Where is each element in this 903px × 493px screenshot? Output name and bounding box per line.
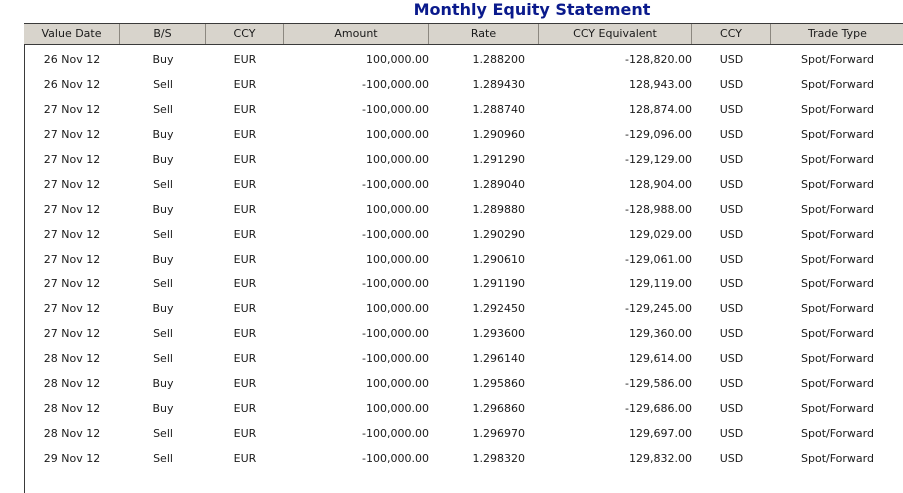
cell-trade-type: Spot/Forward (801, 177, 874, 191)
cell-rate: 1.295860 (472, 377, 525, 391)
cell-buy-sell: Sell (153, 277, 173, 291)
table-row[interactable] (24, 347, 903, 372)
cell-value-date: 29 Nov 12 (43, 451, 101, 465)
cell-amount: -100,000.00 (362, 103, 429, 117)
cell-ccy-equivalent: 128,943.00 (629, 78, 692, 92)
column-header-rate[interactable]: Rate (429, 24, 539, 44)
cell-ccy: EUR (233, 78, 257, 92)
cell-rate: 1.291290 (472, 153, 525, 166)
cell-amount: 100,000.00 (366, 202, 429, 216)
cell-buy-sell: Sell (153, 103, 173, 117)
table-row[interactable] (24, 297, 903, 322)
cell-rate: 1.291190 (472, 277, 525, 291)
cell-rate: 1.296140 (472, 352, 525, 366)
table-row[interactable] (24, 396, 903, 421)
cell-amount: -100,000.00 (362, 352, 429, 366)
cell-buy-sell: Buy (152, 252, 174, 266)
cell-value-date: 27 Nov 12 (43, 327, 101, 341)
cell-value-date: 28 Nov 12 (43, 426, 101, 440)
cell-trade-type: Spot/Forward (801, 302, 874, 316)
cell-ccy: EUR (233, 352, 257, 366)
table-row[interactable] (24, 222, 903, 247)
cell-value-date: 27 Nov 12 (43, 277, 101, 291)
cell-ccy: EUR (233, 153, 257, 166)
cell-trade-type: Spot/Forward (801, 78, 874, 92)
cell-value-date: 27 Nov 12 (43, 202, 101, 216)
cell-ccy-2: USD (719, 327, 744, 341)
table-header (24, 23, 903, 45)
cell-value-date: 27 Nov 12 (43, 252, 101, 266)
table-row[interactable] (24, 197, 903, 222)
cell-ccy: EUR (233, 252, 257, 266)
cell-amount: 100,000.00 (366, 53, 429, 67)
cell-ccy: EUR (233, 53, 257, 67)
cell-ccy-equivalent: -128,988.00 (625, 202, 692, 216)
cell-rate: 1.289430 (472, 78, 525, 92)
column-header-ccy-2[interactable]: CCY (692, 24, 771, 44)
cell-value-date: 27 Nov 12 (43, 227, 101, 241)
cell-ccy-equivalent: -129,061.00 (625, 252, 692, 266)
cell-buy-sell: Sell (153, 352, 173, 366)
table-row[interactable] (24, 272, 903, 297)
cell-ccy-2: USD (719, 426, 744, 440)
cell-value-date: 27 Nov 12 (43, 302, 101, 316)
cell-rate: 1.288200 (472, 53, 525, 67)
cell-value-date: 26 Nov 12 (43, 78, 101, 92)
cell-buy-sell: Buy (152, 202, 174, 216)
cell-ccy: EUR (233, 277, 257, 291)
cell-ccy: EUR (233, 401, 257, 415)
cell-ccy: EUR (233, 227, 257, 241)
cell-ccy: EUR (233, 302, 257, 316)
cell-ccy-equivalent: -129,686.00 (625, 401, 692, 415)
table-row[interactable] (24, 247, 903, 272)
cell-value-date: 28 Nov 12 (43, 352, 101, 366)
cell-trade-type: Spot/Forward (801, 103, 874, 117)
cell-ccy-2: USD (719, 401, 744, 415)
cell-ccy-2: USD (719, 128, 744, 142)
cell-ccy-equivalent: 129,614.00 (629, 352, 692, 366)
cell-ccy-equivalent: 128,874.00 (629, 103, 692, 117)
cell-ccy-2: USD (719, 53, 744, 67)
table-row[interactable] (24, 48, 903, 73)
cell-ccy: EUR (233, 103, 257, 117)
cell-ccy: EUR (233, 377, 257, 391)
table-body (24, 48, 903, 471)
cell-buy-sell: Sell (153, 177, 173, 191)
cell-ccy: EUR (233, 202, 257, 216)
cell-buy-sell: Buy (152, 153, 174, 166)
cell-trade-type: Spot/Forward (801, 128, 874, 142)
cell-rate: 1.290290 (472, 227, 525, 241)
table-row[interactable] (24, 172, 903, 197)
cell-trade-type: Spot/Forward (801, 377, 874, 391)
cell-ccy-equivalent: 128,904.00 (629, 177, 692, 191)
cell-buy-sell: Buy (152, 377, 174, 391)
cell-ccy-2: USD (719, 153, 744, 166)
cell-rate: 1.288740 (472, 103, 525, 117)
cell-ccy: EUR (233, 128, 257, 142)
cell-buy-sell: Buy (152, 128, 174, 142)
cell-value-date: 27 Nov 12 (43, 153, 101, 166)
cell-trade-type: Spot/Forward (801, 252, 874, 266)
table-row[interactable] (24, 73, 903, 98)
cell-buy-sell: Sell (153, 426, 173, 440)
cell-amount: -100,000.00 (362, 227, 429, 241)
cell-rate: 1.290610 (472, 252, 525, 266)
table-row[interactable] (24, 446, 903, 471)
table-row[interactable] (24, 98, 903, 123)
cell-ccy-equivalent: -129,096.00 (625, 128, 692, 142)
column-header-ccy[interactable]: CCY (206, 24, 284, 44)
cell-rate: 1.293600 (472, 327, 525, 341)
cell-ccy-2: USD (719, 302, 744, 316)
cell-ccy-equivalent: 129,832.00 (629, 451, 692, 465)
cell-buy-sell: Buy (152, 302, 174, 316)
cell-amount: -100,000.00 (362, 451, 429, 465)
statement-title: Monthly Equity Statement (413, 0, 651, 19)
cell-rate: 1.296860 (472, 401, 525, 415)
cell-ccy-2: USD (719, 227, 744, 241)
cell-value-date: 27 Nov 12 (43, 103, 101, 117)
cell-value-date: 28 Nov 12 (43, 377, 101, 391)
cell-amount: 100,000.00 (366, 128, 429, 142)
cell-ccy: EUR (233, 451, 257, 465)
cell-buy-sell: Sell (153, 451, 173, 465)
cell-rate: 1.292450 (472, 302, 525, 316)
cell-ccy-equivalent: -129,129.00 (625, 153, 692, 166)
cell-trade-type: Spot/Forward (801, 53, 874, 67)
cell-rate: 1.289880 (472, 202, 525, 216)
cell-amount: 100,000.00 (366, 252, 429, 266)
cell-ccy-2: USD (719, 103, 744, 117)
cell-ccy-2: USD (719, 202, 744, 216)
cell-ccy: EUR (233, 177, 257, 191)
cell-ccy-equivalent: -129,586.00 (625, 377, 692, 391)
cell-amount: -100,000.00 (362, 327, 429, 341)
cell-ccy-2: USD (719, 78, 744, 92)
column-header-amount[interactable]: Amount (284, 24, 429, 44)
cell-trade-type: Spot/Forward (801, 202, 874, 216)
cell-buy-sell: Sell (153, 78, 173, 92)
cell-ccy-2: USD (719, 252, 744, 266)
cell-buy-sell: Buy (152, 53, 174, 67)
table-row[interactable] (24, 322, 903, 347)
column-header-value-date[interactable]: Value Date (24, 24, 120, 44)
cell-amount: -100,000.00 (362, 277, 429, 291)
cell-amount: 100,000.00 (366, 302, 429, 316)
cell-trade-type: Spot/Forward (801, 153, 874, 166)
column-header-ccy-equivalent[interactable]: CCY Equivalent (539, 24, 692, 44)
cell-trade-type: Spot/Forward (801, 327, 874, 341)
table-row[interactable] (24, 372, 903, 397)
cell-buy-sell: Sell (153, 327, 173, 341)
cell-ccy-equivalent: 129,029.00 (629, 227, 692, 241)
cell-value-date: 27 Nov 12 (43, 177, 101, 191)
cell-ccy-2: USD (719, 277, 744, 291)
table-row[interactable] (24, 148, 903, 173)
table-row[interactable] (24, 421, 903, 446)
cell-ccy-equivalent: 129,119.00 (629, 277, 692, 291)
cell-trade-type: Spot/Forward (801, 352, 874, 366)
cell-rate: 1.289040 (472, 177, 525, 191)
cell-value-date: 28 Nov 12 (43, 401, 101, 415)
cell-ccy-2: USD (719, 377, 744, 391)
cell-amount: -100,000.00 (362, 426, 429, 440)
cell-ccy: EUR (233, 327, 257, 341)
cell-amount: 100,000.00 (366, 377, 429, 391)
cell-ccy-2: USD (719, 451, 744, 465)
cell-trade-type: Spot/Forward (801, 401, 874, 415)
column-header-buy-sell[interactable]: B/S (120, 24, 206, 44)
cell-ccy-equivalent: -129,245.00 (625, 302, 692, 316)
cell-value-date: 27 Nov 12 (43, 128, 101, 142)
cell-rate: 1.290960 (472, 128, 525, 142)
cell-amount: 100,000.00 (366, 153, 429, 166)
cell-trade-type: Spot/Forward (801, 277, 874, 291)
cell-ccy: EUR (233, 426, 257, 440)
cell-value-date: 26 Nov 12 (43, 53, 101, 67)
cell-ccy-equivalent: 129,360.00 (629, 327, 692, 341)
cell-ccy-equivalent: 129,697.00 (629, 426, 692, 440)
column-header-trade-type[interactable]: Trade Type (808, 27, 867, 40)
cell-trade-type: Spot/Forward (801, 426, 874, 440)
cell-ccy-2: USD (719, 177, 744, 191)
cell-ccy-2: USD (719, 352, 744, 366)
cell-rate: 1.296970 (472, 426, 525, 440)
cell-amount: -100,000.00 (362, 78, 429, 92)
cell-rate: 1.298320 (472, 451, 525, 465)
cell-amount: -100,000.00 (362, 177, 429, 191)
cell-ccy-equivalent: -128,820.00 (625, 53, 692, 67)
cell-buy-sell: Buy (152, 401, 174, 415)
cell-buy-sell: Sell (153, 227, 173, 241)
cell-trade-type: Spot/Forward (801, 451, 874, 465)
cell-trade-type: Spot/Forward (801, 227, 874, 241)
cell-amount: 100,000.00 (366, 401, 429, 415)
table-row[interactable] (24, 123, 903, 148)
